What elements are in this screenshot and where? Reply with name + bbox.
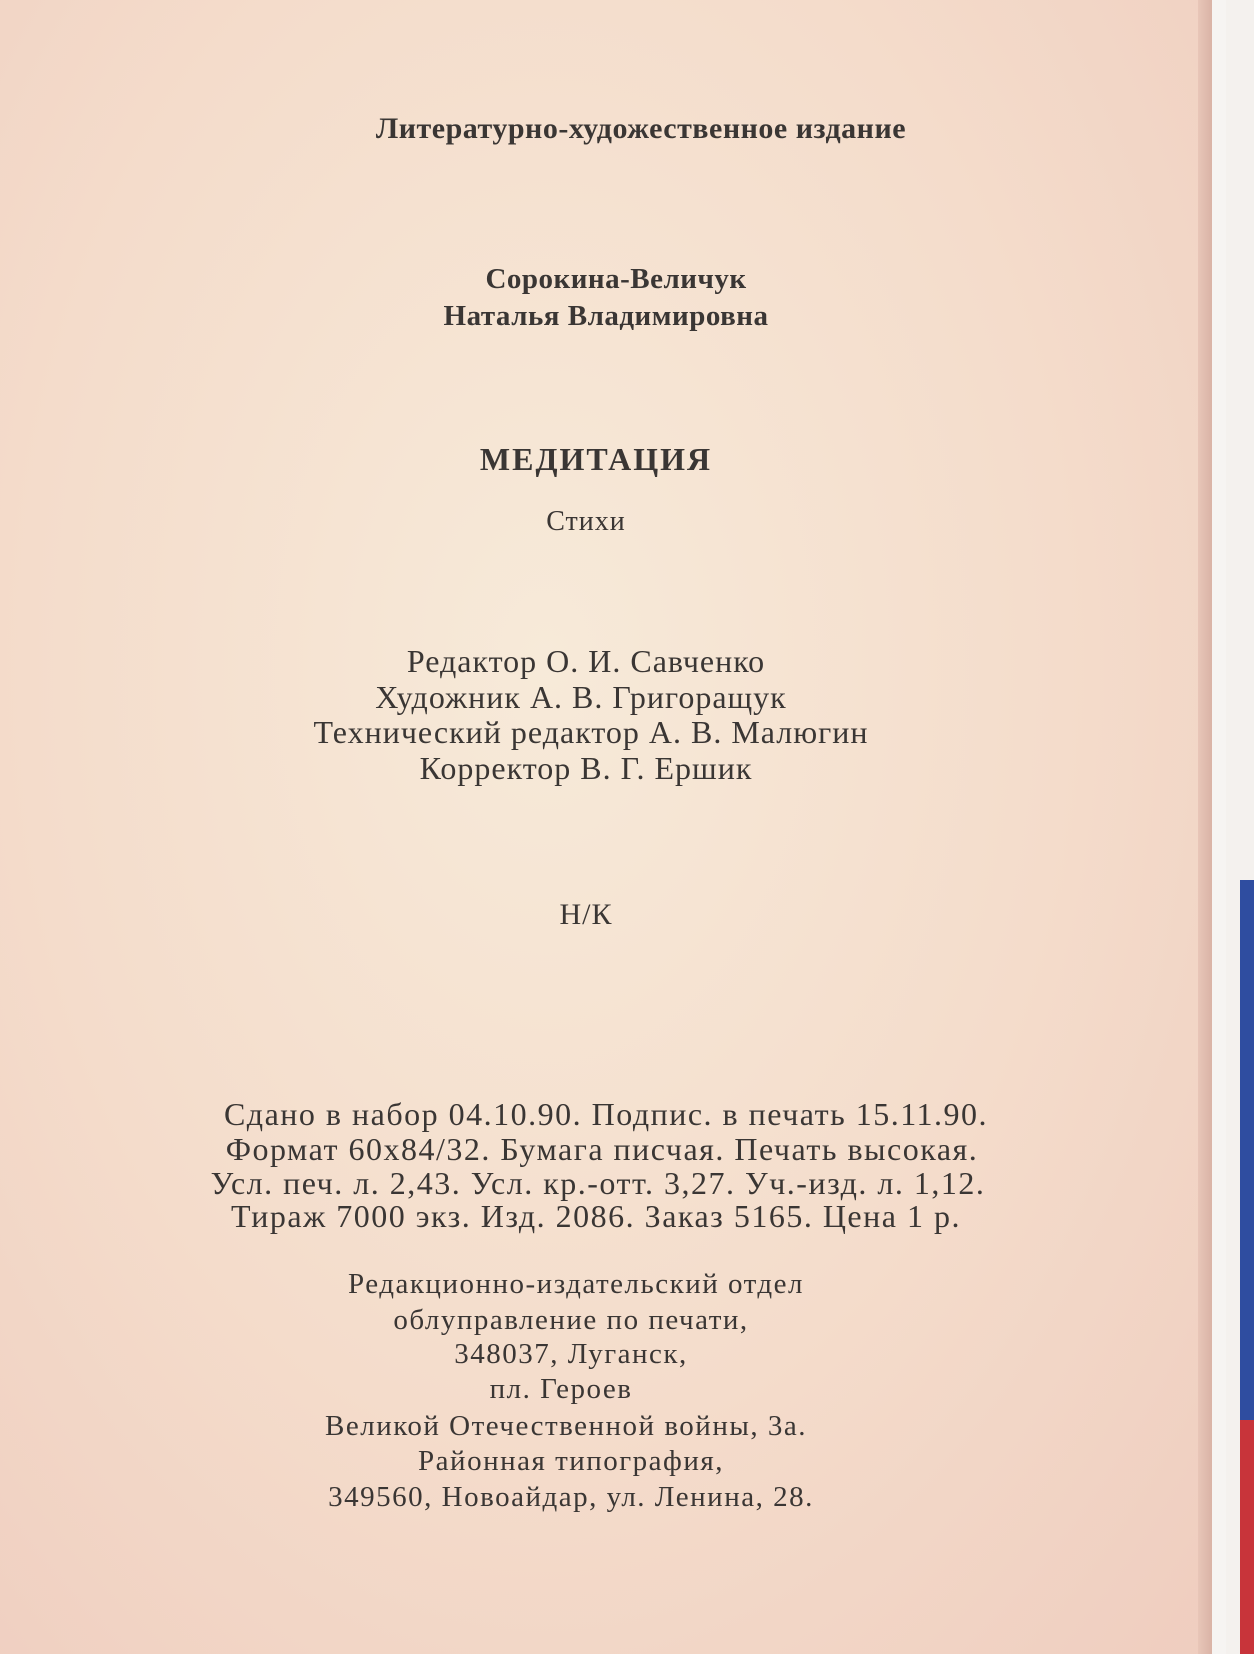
- author-surname: Сорокина-Величук: [485, 263, 747, 295]
- imprint-line: Сдано в набор 04.10.90. Подпис. в печать 15.11.90.: [223, 1096, 989, 1132]
- imprint-line: Формат 60х84/32. Бумага писчая. Печать высокая.: [225, 1131, 979, 1167]
- cover-edge-blue: [1240, 880, 1254, 1420]
- classification-mark: Н/К: [559, 898, 613, 931]
- publisher-line: Районная типография,: [418, 1445, 724, 1477]
- credit-editor: Редактор О. И. Савченко: [406, 643, 766, 679]
- book-genre: Стихи: [546, 506, 626, 537]
- publisher-line: облуправление по печати,: [393, 1304, 749, 1336]
- publisher-line: 349560, Новоайдар, ул. Ленина, 28.: [328, 1481, 814, 1513]
- imprint-line: Усл. печ. л. 2,43. Усл. кр.-отт. 3,27. Уч.-изд. л. 1,12.: [210, 1165, 986, 1201]
- cover-edge-white: [1212, 0, 1226, 1654]
- publisher-line: Великой Отечественной войны, 3а.: [325, 1410, 807, 1442]
- edition-type: Литературно-художественное издание: [375, 112, 907, 145]
- cover-edge-red: [1240, 1420, 1254, 1654]
- credit-tech-editor: Технический редактор А. В. Малюгин: [313, 714, 869, 750]
- credit-artist: Художник А. В. Григоращук: [375, 679, 787, 715]
- credit-proofreader: Корректор В. Г. Ершик: [419, 750, 753, 786]
- publisher-line: пл. Героев: [489, 1373, 633, 1405]
- publisher-line: Редакционно-издательский отдел: [347, 1268, 804, 1300]
- author-given-names: Наталья Владимировна: [443, 300, 769, 332]
- publisher-line: 348037, Луганск,: [454, 1338, 688, 1370]
- book-title: МЕДИТАЦИЯ: [479, 441, 713, 477]
- imprint-line: Тираж 7000 экз. Изд. 2086. Заказ 5165. Цена 1 р.: [231, 1198, 961, 1234]
- page-edge-shadow: [1198, 0, 1212, 1654]
